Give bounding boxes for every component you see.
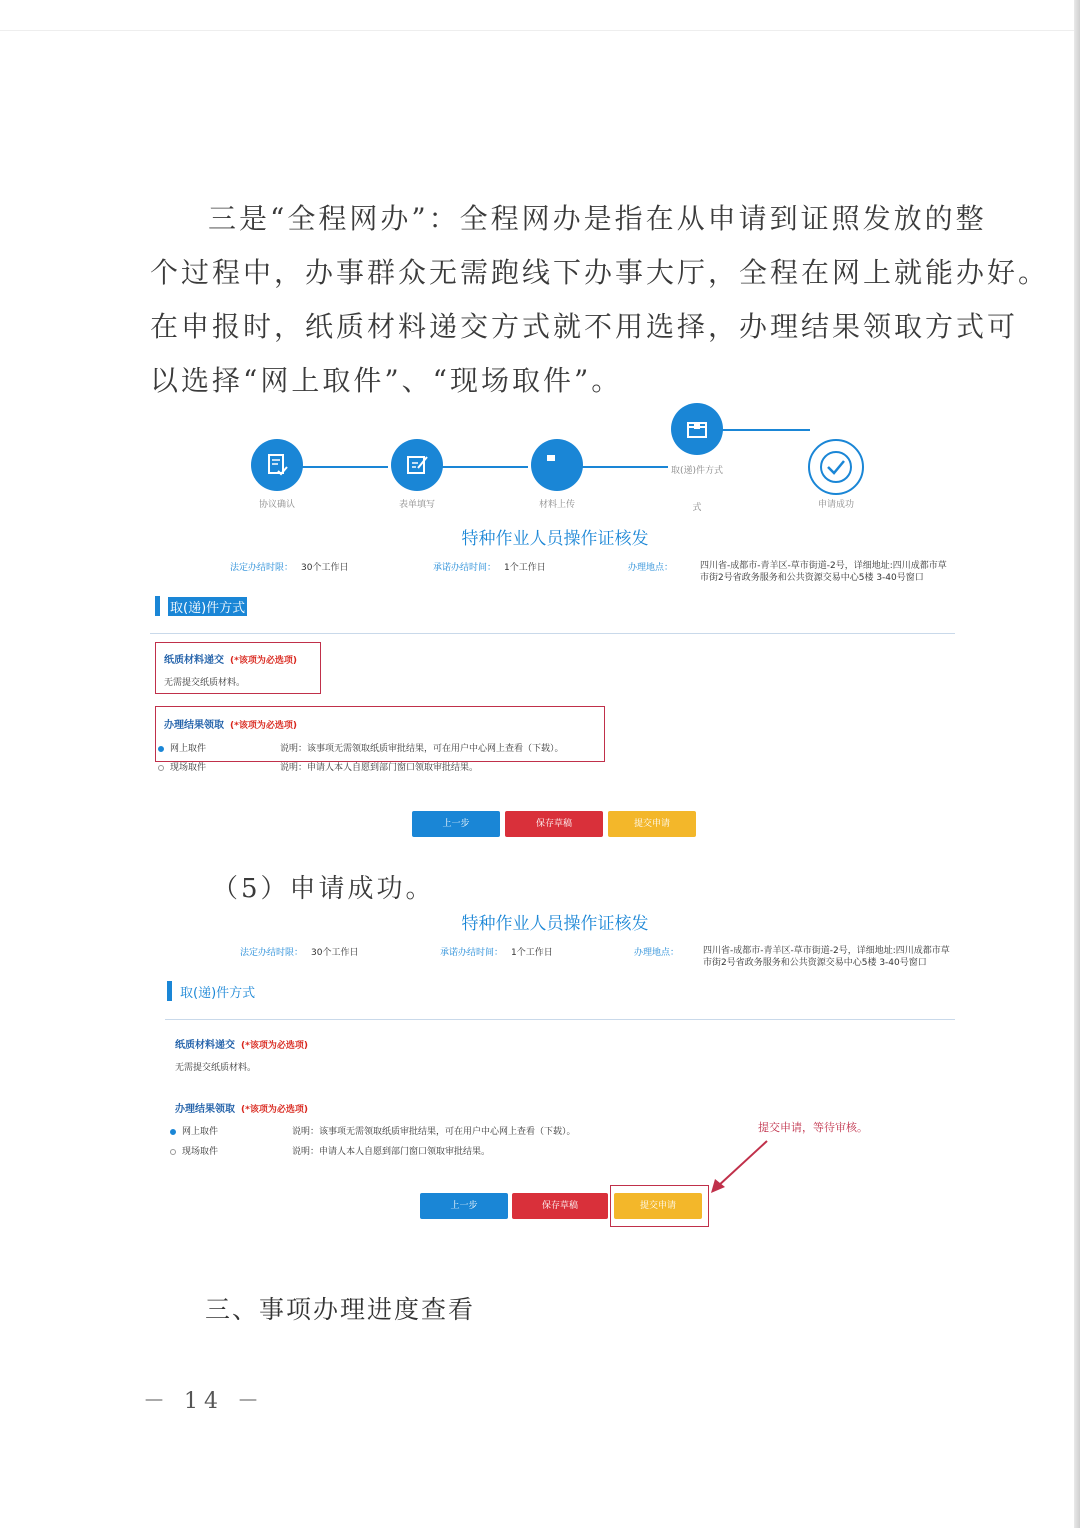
location-label: 办理地点： — [628, 563, 674, 573]
paper-submit-value: 无需提交纸质材料。 — [164, 678, 246, 688]
step-connector — [440, 466, 528, 468]
option-online-pickup[interactable]: 网上取件 — [170, 1124, 218, 1137]
radio-checked[interactable] — [170, 1129, 176, 1135]
progress-stepper — [150, 405, 950, 515]
step-connector — [580, 466, 668, 468]
option-onsite-pickup[interactable]: 现场取件 — [158, 760, 206, 773]
step-apply-success — [800, 439, 872, 510]
edit-form-icon — [391, 439, 443, 491]
step-delivery-method — [660, 403, 734, 513]
prev-step-button[interactable]: 上一步 — [412, 811, 500, 837]
service-title: 特种作业人员操作证核发 — [461, 914, 649, 934]
section-header — [155, 596, 247, 616]
option-onsite-pickup[interactable]: 现场取件 — [170, 1144, 218, 1157]
step-material-upload — [522, 439, 592, 510]
document-check-icon — [251, 439, 303, 491]
step-label: 协议确认 — [258, 500, 295, 510]
screenshot-delivery-method — [150, 520, 960, 850]
paper-submit-label: 纸质材料递交 (*该项为必选项) — [175, 1040, 308, 1051]
legal-time-limit: 法定办结时限： 30个工作日 — [240, 948, 359, 958]
section-heading: 三、事项办理进度查看 — [205, 1295, 476, 1324]
step-label: 表单填写 — [398, 500, 435, 510]
paragraph-line: 三是“全程网办”：全程网办是指在从申请到证照发放的整 — [208, 202, 987, 235]
radio-checked[interactable] — [158, 746, 164, 752]
promise-time: 承诺办结时间： 1个工作日 — [433, 563, 546, 573]
divider — [150, 633, 955, 634]
page-number: － 14 － — [143, 1389, 265, 1414]
check-circle-icon — [808, 439, 864, 495]
paper-submit-label: 纸质材料递交 (*该项为必选项) — [164, 655, 297, 666]
step-form-fill — [382, 439, 452, 510]
step-label: 申请成功 — [817, 500, 854, 510]
radio-unchecked[interactable] — [170, 1149, 176, 1155]
result-pickup-label: 办理结果领取 (*该项为必选项) — [164, 720, 297, 731]
location-value: 四川省-成都市-青羊区-草市街道-2号，详细地址:四川成都市草市街2号省政务服务和公共资源交易中心5楼 3-40号窗口 — [703, 946, 950, 968]
save-draft-button[interactable]: 保存草稿 — [505, 811, 603, 837]
section-bar — [155, 596, 160, 616]
highlight-box — [610, 1185, 709, 1227]
step-label-extra: 式 — [692, 503, 702, 513]
location-label: 办理地点： — [634, 948, 680, 958]
paragraph-line: 在申报时，纸质材料递交方式就不用选择，办理结果领取方式可 — [150, 310, 1019, 343]
promise-time: 承诺办结时间： 1个工作日 — [440, 948, 553, 958]
section-title: 取(递)件方式 — [180, 985, 256, 1001]
submit-application-button[interactable]: 提交申请 — [608, 811, 696, 837]
location-value: 四川省-成都市-青羊区-草市街道-2号，详细地址:四川成都市草市街2号省政务服务和公共资源交易中心5楼 3-40号窗口 — [700, 561, 947, 583]
option-onsite-desc: 说明：申请人本人自愿到部门窗口领取审批结果。 — [292, 1147, 491, 1157]
upload-icon — [531, 439, 583, 491]
page-edge-shadow — [1074, 0, 1080, 1528]
prev-step-button[interactable]: 上一步 — [420, 1193, 508, 1219]
radio-unchecked[interactable] — [158, 765, 164, 771]
section-header — [167, 981, 255, 1001]
save-draft-button[interactable]: 保存草稿 — [512, 1193, 608, 1219]
legal-time-limit: 法定办结时限： 30个工作日 — [230, 563, 349, 573]
step-label: 材料上传 — [538, 500, 575, 510]
box-icon — [671, 403, 723, 455]
annotation-text: 提交申请，等待审核。 — [758, 1121, 868, 1134]
option-onsite-desc: 说明：申请人本人自愿到部门窗口领取审批结果。 — [280, 763, 479, 773]
result-pickup-label: 办理结果领取 (*该项为必选项) — [175, 1104, 308, 1115]
step-label: 取(递)件方式 — [670, 466, 724, 476]
option-online-desc: 说明：该事项无需领取纸质审批结果，可在用户中心网上查看（下载）。 — [292, 1127, 576, 1137]
option-online-desc: 说明：该事项无需领取纸质审批结果，可在用户中心网上查看（下载）。 — [280, 744, 564, 754]
divider — [165, 1019, 955, 1020]
paper-submit-value: 无需提交纸质材料。 — [175, 1063, 257, 1073]
section-bar — [167, 981, 172, 1001]
top-rule — [0, 30, 1080, 31]
paragraph-line: 以选择“网上取件”、“现场取件”。 — [150, 364, 623, 397]
subheading-step5: （5）申请成功。 — [212, 874, 435, 904]
submit-application-button[interactable]: 提交申请 — [614, 1193, 702, 1219]
section-title: 取(递)件方式 — [168, 597, 247, 616]
paragraph-line: 个过程中，办事群众无需跑线下办事大厅，全程在网上就能办好。 — [150, 256, 1050, 289]
step-protocol-confirm — [242, 439, 312, 510]
body-paragraph — [150, 192, 1050, 408]
option-online-pickup[interactable]: 网上取件 — [158, 741, 206, 754]
step-connector — [722, 429, 810, 431]
screenshot-apply-success — [150, 905, 960, 1245]
annotation-arrow-icon — [705, 1137, 775, 1197]
step-connector — [300, 466, 388, 468]
service-title: 特种作业人员操作证核发 — [461, 529, 649, 549]
